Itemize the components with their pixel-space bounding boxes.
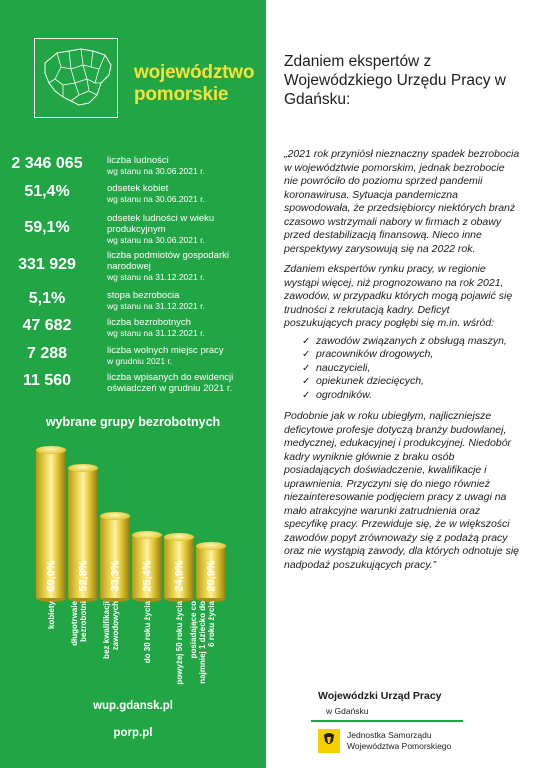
chart-value-label: 25,4% xyxy=(141,560,154,592)
chart-category-label: do 30 roku życia xyxy=(143,601,152,664)
list-item xyxy=(302,362,520,376)
chart-category-label: bez kwalifikacji zawodowych xyxy=(102,601,120,659)
pomorskie-emblem-icon xyxy=(318,729,340,753)
stat-label-text: liczba ludności xyxy=(107,155,169,166)
check-icon: ✓ xyxy=(302,349,311,360)
chart-title: wybrane grupy bezrobotnych xyxy=(45,415,221,429)
stat-label-text: liczba podmiotów gospodarki narodowej xyxy=(107,250,229,272)
list-item xyxy=(302,335,520,349)
list-item-text: ogrodników. xyxy=(316,388,373,401)
stat-label xyxy=(107,155,257,177)
region-name xyxy=(134,62,254,106)
stat-value: 331 929 xyxy=(18,256,76,273)
stat-label xyxy=(107,213,257,246)
list-item-text: nauczycieli, xyxy=(316,361,371,374)
divider xyxy=(311,720,463,722)
stat-value: 47 682 xyxy=(22,317,72,334)
stat-label-sub: wg stanu na 31.12.2021 r. xyxy=(107,272,205,282)
chart-value-label: 60,0% xyxy=(45,560,58,592)
stat-label-text: liczba wpisanych do ewidencji oświadczeń w grudniu 2021 r. xyxy=(107,372,234,394)
chart-category-label: kobiety xyxy=(47,601,56,630)
stat-value: 2 346 065 xyxy=(11,155,83,172)
stat-value: 51,4% xyxy=(24,183,70,200)
stat-label xyxy=(107,345,257,367)
list-item-text: pracowników drogowych, xyxy=(316,348,434,360)
experts-quote xyxy=(284,148,520,579)
stat-label xyxy=(107,290,257,312)
jst-line2: Województwa Pomorskiego xyxy=(347,740,452,751)
stat-label xyxy=(107,317,257,339)
left-panel xyxy=(0,0,266,768)
link-porp[interactable]: porp.pl xyxy=(113,727,153,739)
jst-label xyxy=(347,730,451,751)
experts-heading: Zdaniem ekspertów z Wojewódzkiego Urzędu Pracy w Gdańsku: xyxy=(284,53,506,108)
stat-value: 7 288 xyxy=(26,345,68,362)
quote-paragraph-2: Zdaniem ekspertów rynku pracy, w regionie wystąpi więcej, niż prognozowano na rok 2021, zawodów, w przypadku których mogą pojawić się trudności z rekrutacją kadry. Deficyt poszukujących pracy pogłębi się m.in. wśród: xyxy=(284,263,513,329)
stat-label xyxy=(107,183,257,205)
stat-label-text: liczba wolnych miejsc pracy xyxy=(107,345,224,356)
chart-value-label: 20,9% xyxy=(205,560,218,592)
stat-label-sub: wg stanu na 30.06.2021 r. xyxy=(107,194,205,204)
check-icon: ✓ xyxy=(302,362,311,374)
list-item-text: opiekunek dziecięcych, xyxy=(316,375,424,387)
region-line2: pomorskie xyxy=(134,84,229,105)
stat-label-sub: wg stanu na 30.06.2021 r. xyxy=(107,166,205,176)
stat-label-text: liczba bezrobotnych xyxy=(107,317,191,328)
jst-line1: Jednostka Samorządu xyxy=(347,730,432,740)
stat-label xyxy=(107,372,257,394)
unemployed-groups-chart xyxy=(26,433,256,693)
stat-label-sub: wg stanu na 31.12.2021 r. xyxy=(107,301,205,311)
check-icon: ✓ xyxy=(302,376,311,387)
region-map xyxy=(34,38,118,118)
deficit-list xyxy=(302,335,520,403)
chart-category-label: powyżej 50 roku życia xyxy=(175,601,184,685)
org-city: w Gdańsku xyxy=(326,706,369,716)
quote-paragraph-3: Podobnie jak w roku ubiegłym, najliczniejsze deficytowe profesje dotyczą branży budowlanej, medycznej, edukacyjnej i produkcyjnej. Niedobór kadry wyniknie głównie z braku osób posiadających doświadczenie, kwalifikacje i uprawnienia. Przyczyni się do niego również niezainteresowanie podjęciem pracy z uwagi na mało atrakcyjne warunki zatrudnienia oraz specyfikę pracy. Przewiduje się, że w większości zawodów popyt zrównoważy się z podażą pracy oraz nie wystąpią zawody, dla których odnotuje się nadpodaż poszukujących pracy.” xyxy=(284,410,520,571)
stat-label-text: stopa bezrobocia xyxy=(107,290,180,301)
chart-value-label: 24,9% xyxy=(173,560,186,592)
stat-label xyxy=(107,250,257,283)
stat-label-sub: wg stanu na 31.12.2021 r. xyxy=(107,328,205,338)
check-icon: ✓ xyxy=(302,335,311,347)
stat-label-sub: wg stanu na 30.06.2021 r. xyxy=(107,235,205,245)
list-item xyxy=(302,389,520,403)
chart-category-label: długotrwale bezrobotni xyxy=(70,601,88,646)
region-line1: województwo xyxy=(134,62,255,83)
chart-category-label: posiadające co najmniej 1 dziecko do 6 roku życia xyxy=(189,601,216,684)
stat-value: 59,1% xyxy=(24,219,70,236)
list-item xyxy=(302,348,520,362)
stat-label-text: odsetek ludności w wieku produkcyjnym xyxy=(107,213,215,235)
stat-label-text: odsetek kobiet xyxy=(107,183,169,194)
list-item-text: zawodów związanych z obsługą maszyn, xyxy=(316,334,507,347)
stat-value: 5,1% xyxy=(28,290,66,307)
list-item xyxy=(302,375,520,389)
stat-value: 11 560 xyxy=(22,372,72,389)
chart-value-label: 33,3% xyxy=(109,560,122,592)
check-icon: ✓ xyxy=(302,389,311,401)
quote-paragraph-1: „2021 rok przyniósł nieznaczny spadek bezrobocia w województwie pomorskim, jednak bezrobocie nie powróciło do poziomu sprzed pandemii koronawirusa. Sytuacja pandemiczna spowodowała, że przedsiębiorcy niektórych branż czasowo wstrzymali nabory w firmach z obawy przed destabilizacją finansową. Nieco inne perspektywy zarysowują się na 2022 rok. xyxy=(284,148,520,255)
stat-label-sub: w grudniu 2021 r. xyxy=(107,356,173,366)
org-name: Wojewódzki Urząd Pracy xyxy=(318,690,442,702)
chart-value-label: 52,8% xyxy=(77,560,90,592)
pomorskie-map-icon xyxy=(35,39,119,119)
link-wup-gdansk[interactable]: wup.gdansk.pl xyxy=(93,700,173,712)
